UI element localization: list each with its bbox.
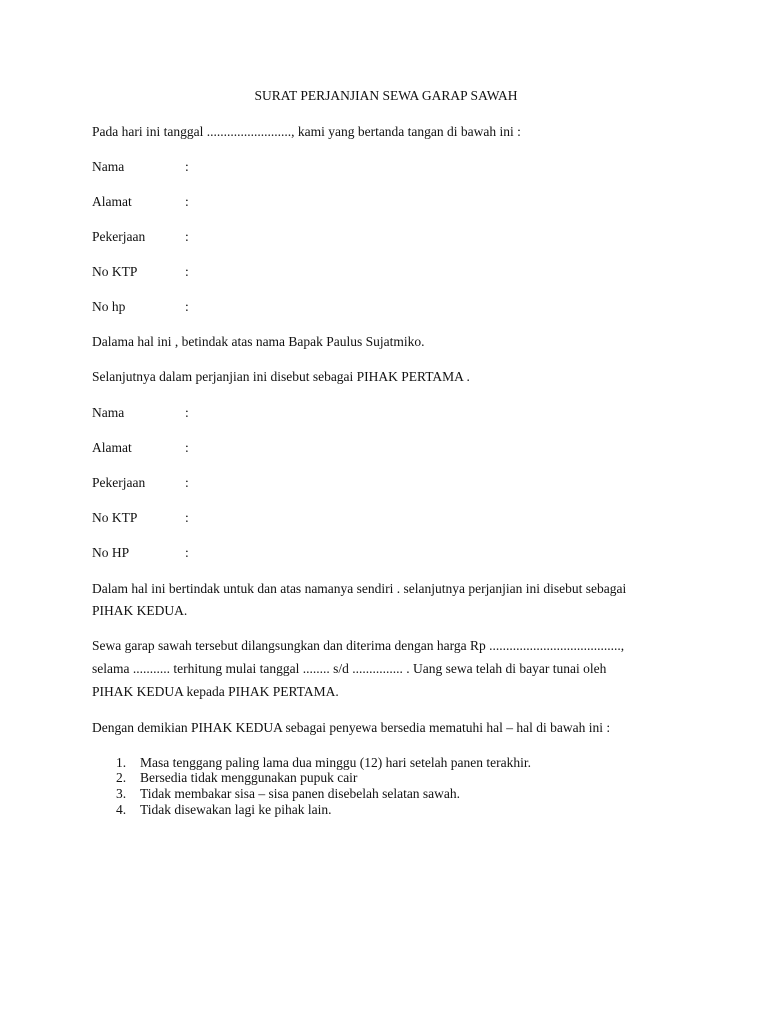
party2-address-label: Alamat: [92, 440, 132, 455]
party2-acting-line2: PIHAK KEDUA.: [92, 603, 188, 618]
party2-phone-label: No HP: [92, 545, 130, 560]
party1-phone-colon: :: [185, 299, 189, 314]
party1-designation-paragraph: Selanjutnya dalam perjanjian ini disebut sebagai PIHAK PERTAMA .: [92, 369, 470, 384]
party2-address-colon: :: [185, 440, 189, 455]
party1-address-label: Alamat: [92, 194, 132, 209]
obligation-number: 3.: [116, 786, 127, 801]
party2-ktp-label: No KTP: [92, 510, 138, 525]
party2-name-colon: :: [185, 405, 189, 420]
obligation-number: 1.: [116, 755, 127, 770]
party2-ktp-colon: :: [185, 510, 189, 525]
obligation-text: Bersedia tidak menggunakan pupuk cair: [140, 770, 358, 785]
party2-name-label: Nama: [92, 405, 125, 420]
lease-line1: Sewa garap sawah tersebut dilangsungkan dan diterima dengan harga Rp .......................................,: [92, 638, 625, 653]
party1-occupation-colon: :: [185, 229, 189, 244]
obligation-text: Masa tenggang paling lama dua minggu (12) hari setelah panen terakhir.: [140, 755, 531, 770]
party1-address-colon: :: [185, 194, 189, 209]
intro-paragraph: Pada hari ini tanggal ........................., kami yang bertanda tangan di bawah ini :: [92, 124, 521, 139]
party1-occupation-label: Pekerjaan: [92, 229, 146, 244]
obligations-intro: Dengan demikian PIHAK KEDUA sebagai penyewa bersedia mematuhi hal – hal di bawah ini :: [92, 720, 611, 735]
document-title: SURAT PERJANJIAN SEWA GARAP SAWAH: [254, 88, 518, 103]
party1-name-label: Nama: [92, 159, 125, 174]
party1-acting-paragraph: Dalama hal ini , betindak atas nama Bapak Paulus Sujatmiko.: [92, 334, 425, 349]
party2-acting-line1: Dalam hal ini bertindak untuk dan atas namanya sendiri . selanjutnya perjanjian ini disebut sebagai: [92, 581, 627, 596]
party1-ktp-label: No KTP: [92, 264, 138, 279]
party1-name-colon: :: [185, 159, 189, 174]
obligation-text: Tidak disewakan lagi ke pihak lain.: [140, 802, 332, 817]
party2-phone-colon: :: [185, 545, 189, 560]
lease-line2: selama ........... terhitung mulai tanggal ........ s/d ............... . Uang sewa telah di bayar tunai oleh: [92, 661, 607, 676]
obligation-number: 4.: [116, 802, 127, 817]
obligation-text: Tidak membakar sisa – sisa panen disebelah selatan sawah.: [140, 786, 461, 801]
party1-ktp-colon: :: [185, 264, 189, 279]
lease-line3: PIHAK KEDUA kepada PIHAK PERTAMA.: [92, 684, 339, 699]
obligation-number: 2.: [116, 770, 127, 785]
party2-occupation-colon: :: [185, 475, 189, 490]
party2-occupation-label: Pekerjaan: [92, 475, 146, 490]
party1-phone-label: No hp: [92, 299, 126, 314]
